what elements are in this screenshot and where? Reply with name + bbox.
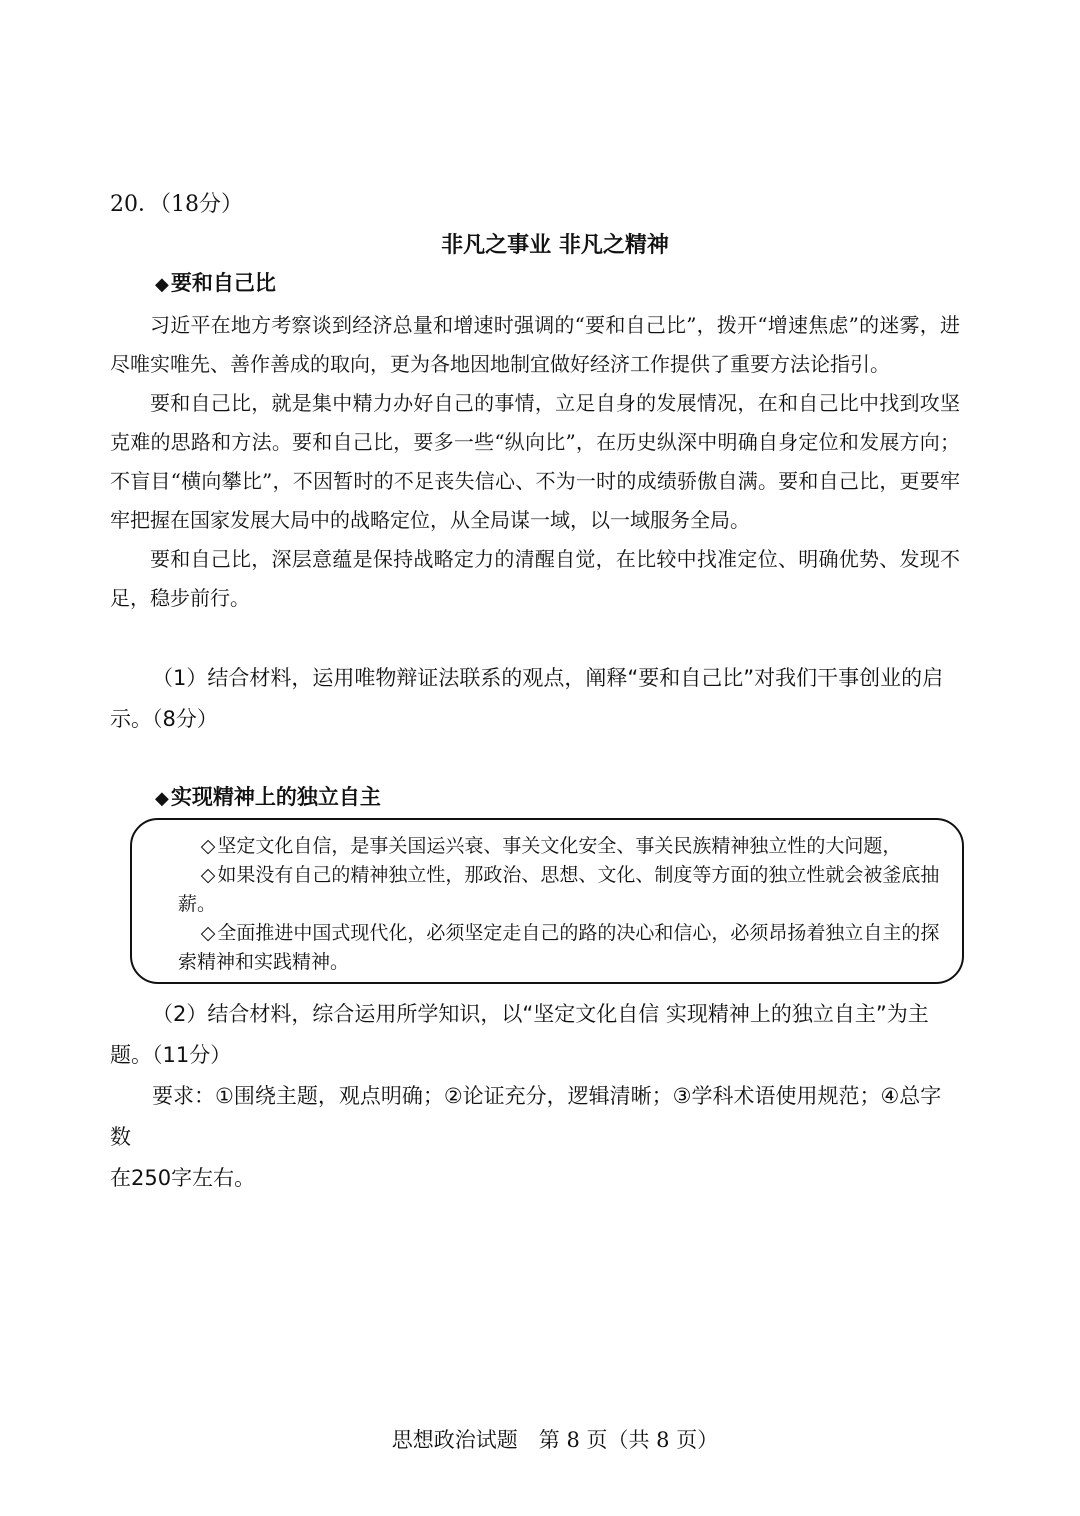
- box-item: ◇ 全面推进中国式现代化，必须坚定走自己的路的决心和信心，必须昂扬着独立自主的探索精神和实践精神。: [178, 922, 940, 973]
- material-box: [130, 818, 964, 984]
- box-item: ◇ 坚定文化自信，是事关国运兴衰、事关文化安全、事关民族精神独立性的大问题，: [200, 835, 902, 857]
- page-footer: 思想政治试题 第 8 页（共 8 页）: [391, 1428, 719, 1452]
- sub-question-2-line2: 题。（11分）: [110, 1043, 232, 1067]
- hollow-diamond-icon: ◇: [200, 922, 216, 944]
- section2-heading-text: 实现精神上的独立自主: [170, 784, 381, 809]
- diamond-bullet-icon: ◆: [155, 274, 169, 295]
- material-paragraph: 要和自己比，就是集中精力办好自己的事情，立足自身的发展情况，在和自己比中找到攻坚克难的思路和方法。要和自己比，要多一些“纵向比”，在历史纵深中明确自身定位和发展方向；不盲目“横向攀比”，不因暂时的不足丧失信心、不为一时的成绩骄傲自满。要和自己比，更要牢牢把握在国家发展大局中的战略定位，从全局谋一域，以一域服务全局。: [110, 391, 960, 532]
- sub-question-1: [110, 658, 960, 740]
- sub-question-2: [110, 994, 960, 1199]
- box-item: ◇ 如果没有自己的精神独立性，那政治、思想、文化、制度等方面的独立性就会被釜底抽薪。: [178, 864, 940, 915]
- diamond-bullet-icon: ◆: [155, 788, 169, 809]
- section1-material: [110, 306, 960, 618]
- sub-question-1-line2: 示。（8分）: [110, 707, 218, 731]
- question-number: 20．（18分）: [110, 192, 243, 217]
- hollow-diamond-icon: ◇: [200, 835, 216, 857]
- sub-question-2-line1: （2）结合材料，综合运用所学知识，以“坚定文化自信 实现精神上的独立自主”为主: [152, 1002, 929, 1026]
- requirement-line1: 要求：①围绕主题，观点明确；②论证充分，逻辑清晰；③学科术语使用规范；④总字数: [110, 1084, 942, 1149]
- section1-heading: [155, 268, 276, 300]
- requirement-line2: 在250字左右。: [110, 1166, 256, 1190]
- section2-heading: [155, 782, 381, 814]
- section1-heading-text: 要和自己比: [170, 270, 276, 295]
- hollow-diamond-icon: ◇: [200, 864, 216, 886]
- material-paragraph: 要和自己比，深层意蕴是保持战略定力的清醒自觉，在比较中找准定位、明确优势、发现不足，稳步前行。: [110, 547, 960, 610]
- sub-question-1-line1: （1）结合材料，运用唯物辩证法联系的观点，阐释“要和自己比”对我们干事创业的启: [152, 666, 944, 690]
- material-title: 非凡之事业 非凡之精神: [441, 232, 669, 258]
- material-paragraph: 习近平在地方考察谈到经济总量和增速时强调的“要和自己比”，拨开“增速焦虑”的迷雾，进尽唯实唯先、善作善成的取向，更为各地因地制宜做好经济工作提供了重要方法论指引。: [110, 313, 960, 376]
